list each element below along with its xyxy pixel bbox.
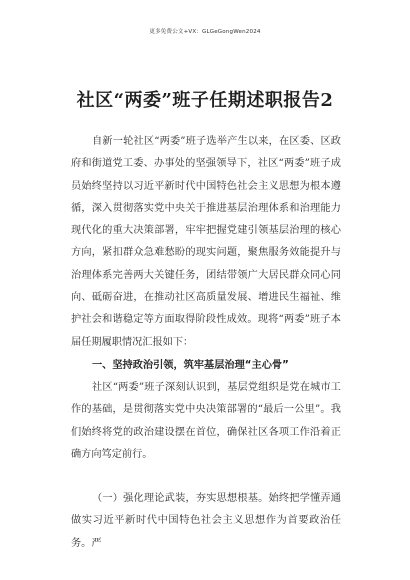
header-note: 更多免费公文+VX：GLGeGongWen2024 [149,29,261,35]
section-heading-1: 一、坚持政治引领，筑牢基层治理“主心骨” [92,360,289,371]
section-1-subsection-paragraph: （一）强化理论武装，夯实思想根基。始终把学懂弄通做实习近平新时代中国特色社会主义思想作为首要政治任务。严 [71,493,341,549]
document-title: 社区“两委”班子任期述职报告2 [76,90,334,111]
section-1-paragraph: 社区“两委”班子深刻认识到，基层党组织是党在城市工作的基础，是贯彻落实党中央决策部署的“最后一公里”。我们始终将党的政治建设摆在首位，确保社区各项工作沿着正确方向笃定前行。 [71,382,341,460]
intro-paragraph: 自新一轮社区“两委”班子选举产生以来，在区委、区政府和街道党工委、办事处的坚强领导下，社区“两委”班子成员始终坚持以习近平新时代中国特色社会主义思想为根本遵循，深入贯彻落实党中央关于推进基层治理体系和治理能力现代化的重大决策部署，牢牢把握党建引领基层治理的核心方向，紧扣群众急难愁盼的现实问题，聚焦服务效能提升与治理体系完善两大关键任务，团结带领广大居民群众同心同向、砥砺奋进，在推动社区高质量发展、增进民生福祉、维护社会和谐稳定等方面取得阶段性成效。现将“两委”班子本届任期履职情况汇报如下： [71,136,341,348]
